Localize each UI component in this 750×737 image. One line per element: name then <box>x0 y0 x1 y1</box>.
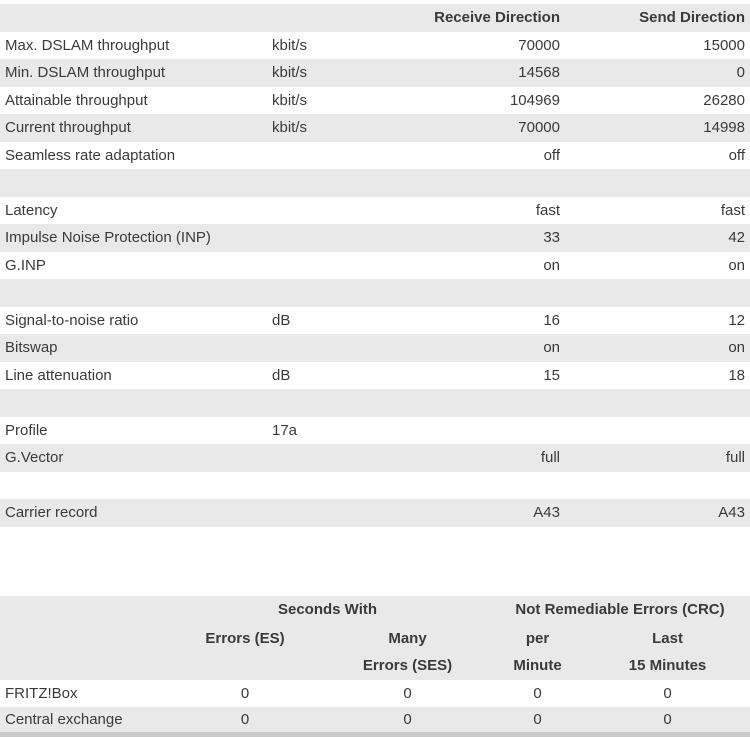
row-label: FRITZ!Box <box>5 684 78 702</box>
row-send-value <box>565 279 750 307</box>
table-row <box>0 252 750 280</box>
row-receive-value: 33 <box>543 229 560 247</box>
table-row <box>0 224 750 252</box>
row-receive-value: 15 <box>543 366 560 384</box>
header-spacer <box>0 623 165 680</box>
last-15-minutes-header <box>585 623 750 680</box>
row-receive-value: A43 <box>533 504 560 522</box>
dsl-information-page <box>0 4 750 737</box>
row-send-value: 15000 <box>703 36 745 54</box>
table-row-empty <box>0 279 750 307</box>
row-send-value: off <box>728 146 745 164</box>
row-receive-value: fast <box>535 201 560 219</box>
row-receive-value <box>370 169 565 197</box>
header-line: Minute <box>513 656 562 674</box>
header-line <box>165 652 325 679</box>
table-row <box>0 197 750 225</box>
errors-ses-value: 0 <box>403 710 412 728</box>
row-unit <box>272 389 370 417</box>
table-row <box>0 87 750 115</box>
row-unit <box>272 142 370 170</box>
row-receive-value: 16 <box>543 311 560 329</box>
row-label: G.Vector <box>5 449 64 467</box>
table-row <box>0 59 750 87</box>
row-label: Line attenuation <box>5 366 112 384</box>
row-receive-value: on <box>543 339 560 357</box>
row-unit: kbit/s <box>272 64 308 82</box>
row-send-value: 26280 <box>703 91 745 109</box>
per-minute-header <box>490 623 585 680</box>
crc-per-minute-value: 0 <box>533 710 542 728</box>
row-unit <box>272 169 370 197</box>
row-receive-value <box>370 417 565 445</box>
row-unit: 17a <box>272 421 298 439</box>
line-table-header-row <box>0 4 750 32</box>
row-send-value <box>565 389 750 417</box>
row-label <box>0 389 272 417</box>
row-unit: dB <box>272 366 291 384</box>
table-row <box>0 362 750 390</box>
many-errors-ses-header <box>325 623 490 680</box>
next-table-top-edge <box>0 732 750 737</box>
row-unit: kbit/s <box>272 91 308 109</box>
send-direction-header: Send Direction <box>639 9 745 27</box>
row-send-value: 12 <box>728 311 745 329</box>
errors-es-value: 0 <box>240 710 250 728</box>
row-send-value: A43 <box>718 504 745 522</box>
table-row-empty <box>0 389 750 417</box>
header-line: Last <box>652 629 683 647</box>
row-unit: kbit/s <box>272 36 308 54</box>
row-label: Impulse Noise Protection (INP) <box>5 229 211 247</box>
row-send-value: on <box>728 256 745 274</box>
row-label: Central exchange <box>5 710 123 728</box>
row-label: Signal-to-noise ratio <box>5 311 139 329</box>
row-label <box>0 472 272 500</box>
row-receive-value <box>370 279 565 307</box>
errors-es-header <box>165 623 325 680</box>
header-line: per <box>525 629 550 647</box>
row-send-value: 42 <box>728 229 745 247</box>
row-send-value <box>565 472 750 500</box>
header-line: Errors (SES) <box>362 656 453 674</box>
row-receive-value <box>370 472 565 500</box>
row-label: Profile <box>5 421 48 439</box>
table-row <box>0 334 750 362</box>
table-row <box>0 114 750 142</box>
row-receive-value: off <box>543 146 560 164</box>
row-label: Attainable throughput <box>5 91 148 109</box>
row-send-value <box>565 169 750 197</box>
row-label: Max. DSLAM throughput <box>5 36 170 54</box>
table-row <box>0 444 750 472</box>
row-unit <box>272 224 370 252</box>
header-line: Many <box>388 629 427 647</box>
row-receive-value: full <box>540 449 560 467</box>
row-send-value: full <box>725 449 745 467</box>
errors-es-value: 0 <box>240 684 250 702</box>
row-unit: kbit/s <box>272 119 308 137</box>
row-send-value: 14998 <box>703 119 745 137</box>
table-row-empty <box>0 169 750 197</box>
row-label: Seamless rate adaptation <box>5 146 176 164</box>
row-unit <box>272 472 370 500</box>
crc-errors-group-header: Not Remediable Errors (CRC) <box>515 600 725 618</box>
row-label <box>0 279 272 307</box>
error-table-sub-header-row <box>0 623 750 680</box>
row-unit <box>272 279 370 307</box>
header-line: 15 Minutes <box>628 656 707 674</box>
header-spacer <box>272 4 370 32</box>
header-line: Errors (ES) <box>205 629 285 647</box>
row-unit <box>272 499 370 527</box>
row-receive-value <box>370 389 565 417</box>
row-send-value: 0 <box>736 64 745 82</box>
table-row <box>0 142 750 170</box>
crc-last-15-value: 0 <box>663 684 672 702</box>
row-send-value: 18 <box>728 366 745 384</box>
table-row <box>0 417 750 445</box>
row-unit <box>272 444 370 472</box>
header-spacer <box>0 4 272 32</box>
row-send-value: on <box>728 339 745 357</box>
error-counters-table <box>0 596 750 732</box>
row-label: Carrier record <box>5 504 98 522</box>
error-table-group-header-row <box>0 596 750 623</box>
table-row-empty <box>0 472 750 500</box>
errors-ses-value: 0 <box>403 684 412 702</box>
receive-direction-header: Receive Direction <box>434 9 560 27</box>
table-row <box>0 307 750 335</box>
crc-last-15-value: 0 <box>663 710 672 728</box>
row-send-value: fast <box>720 201 745 219</box>
row-label: Latency <box>5 201 58 219</box>
row-receive-value: on <box>543 256 560 274</box>
row-unit <box>272 197 370 225</box>
crc-per-minute-value: 0 <box>533 684 542 702</box>
row-label: Current throughput <box>5 119 131 137</box>
row-receive-value: 70000 <box>518 36 560 54</box>
row-receive-value: 14568 <box>518 64 560 82</box>
row-send-value <box>565 417 750 445</box>
row-label: G.INP <box>5 256 46 274</box>
row-receive-value: 104969 <box>509 91 560 109</box>
row-label: Min. DSLAM throughput <box>5 64 166 82</box>
header-spacer <box>0 596 165 623</box>
row-receive-value: 70000 <box>518 119 560 137</box>
table-row <box>0 499 750 527</box>
row-label: Bitswap <box>5 339 58 357</box>
row-unit <box>272 252 370 280</box>
seconds-with-errors-group-header: Seconds With <box>277 600 378 618</box>
table-row <box>0 32 750 60</box>
table-row <box>0 680 750 707</box>
table-row <box>0 707 750 732</box>
dsl-line-table <box>0 4 750 527</box>
row-label <box>0 169 272 197</box>
row-unit: dB <box>272 311 291 329</box>
row-unit <box>272 334 370 362</box>
